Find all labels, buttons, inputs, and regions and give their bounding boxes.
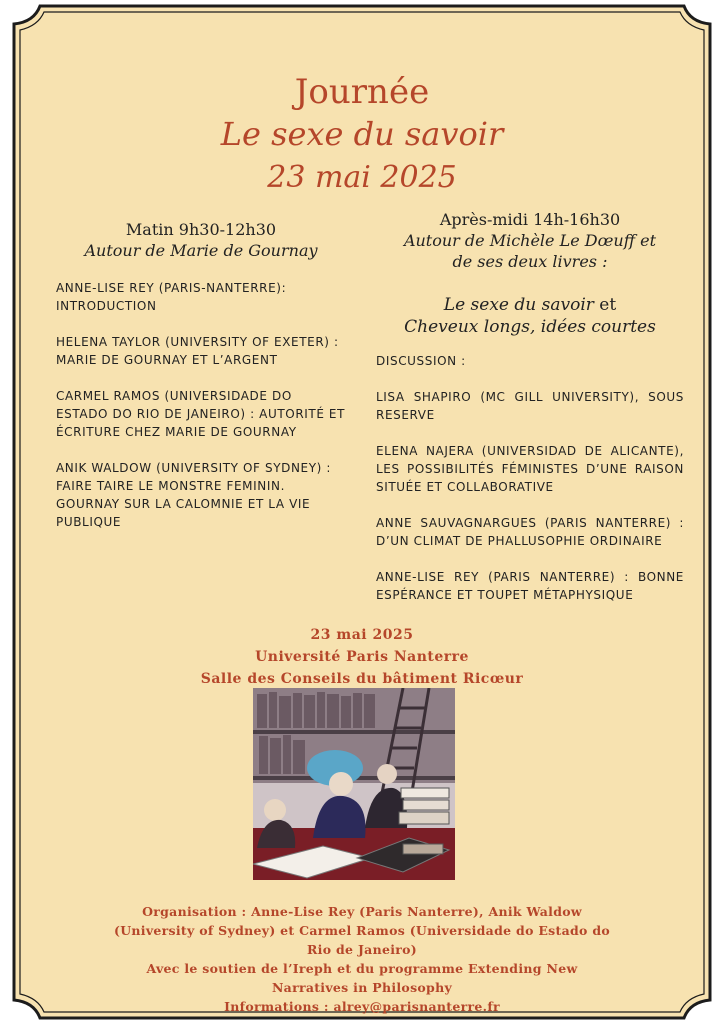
support-line: Avec le soutien de l’Ireph et du programme Extending New [146,961,578,976]
venue-room: Salle des Conseils du bâtiment Ricœur [200,671,524,687]
morning-talk: ANNE-LISE REY (PARIS-NANTERRE): INTRODUCTION [56,281,287,313]
organisation-line: Rio de Janeiro) [306,942,417,957]
footer-credits [110,902,614,1016]
afternoon-talk: ANNE SAUVAGNARGUES (PARIS NANTERRE) : D’UN CLIMAT DE PHALLUSOPHIE ORDINAIRE [376,516,684,548]
afternoon-talk: ELENA NAJERA (UNIVERSIDAD DE ALICANTE), LES POSSIBILITÉS FÉMINISTES D’UNE RAISON SITUÉE ET COLLABORATIVE [376,444,684,494]
afternoon-session [376,210,684,604]
library-illustration [253,688,455,880]
morning-session [56,220,346,531]
morning-talk: CARMEL RAMOS (UNIVERSIDADE DO ESTADO DO RIO DE JANEIRO) : AUTORITÉ ET ÉCRITURE CHEZ MARIE DE GOURNAY [56,389,346,439]
title-date: 23 mai 2025 [267,160,457,195]
book-title-1: Le sexe du savoir [443,295,594,315]
title-main: Le sexe du savoir [220,115,504,153]
books-list [376,294,684,338]
book-joiner: et [593,295,617,315]
venue-university: Université Paris Nanterre [255,649,469,665]
afternoon-talk: LISA SHAPIRO (MC GILL UNIVERSITY), SOUS RESERVE [376,390,684,422]
afternoon-talk: DISCUSSION : [376,354,466,368]
afternoon-heading: Après-midi 14h-16h30 [439,210,621,229]
title-journee: Journée [294,72,430,112]
morning-subtitle: Autour de Marie de Gournay [84,241,318,260]
book-title-2: Cheveux longs, idées courtes [404,317,656,337]
event-title [0,72,724,200]
venue-info [0,624,724,690]
afternoon-subtitle-line2: de ses deux livres : [452,252,608,271]
afternoon-talk: ANNE-LISE REY (PARIS NANTERRE) : BONNE ESPÉRANCE ET TOUPET MÉTAPHYSIQUE [376,570,684,602]
organisation-line: (University of Sydney) et Carmel Ramos (Universidade do Estado do [113,923,610,938]
morning-talk: ANIK WALDOW (UNIVERSITY OF SYDNEY) : FAIRE TAIRE LE MONSTRE FEMININ. GOURNAY SUR LA CALOMNIE ET LA VIE PUBLIQUE [56,461,331,529]
support-line: Narratives in Philosophy [271,980,453,995]
organisation-line: Organisation : Anne-Lise Rey (Paris Nanterre), Anik Waldow [142,904,582,919]
morning-heading: Matin 9h30-12h30 [125,220,277,239]
morning-talk: HELENA TAYLOR (UNIVERSITY OF EXETER) : MARIE DE GOURNAY ET L’ARGENT [56,335,339,367]
contact-info: Informations : alrey@parisnanterre.fr [224,999,500,1014]
afternoon-subtitle-line1: Autour de Michèle Le Dœuff et [403,231,657,250]
venue-date: 23 mai 2025 [310,627,414,643]
